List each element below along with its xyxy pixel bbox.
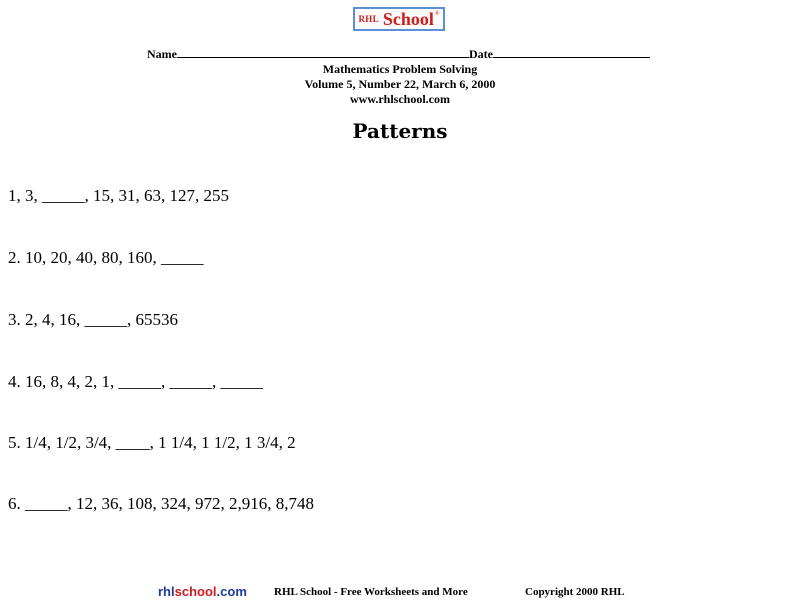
rhl-school-logo <box>353 7 445 31</box>
problem-5: 5. 1/4, 1/2, 3/4, ____, 1 1/4, 1 1/2, 1 3/4, 2 <box>8 433 296 452</box>
website-heading: www.rhlschool.com <box>350 92 450 106</box>
brand-rhl: rhl <box>158 584 175 599</box>
date-blank <box>493 46 650 58</box>
problem-6: 6. _____, 12, 36, 108, 324, 972, 2,916, 8,748 <box>8 494 314 513</box>
footer-copyright: Copyright 2000 RHL <box>525 586 625 598</box>
logo-rhl-text: RHL <box>358 14 379 24</box>
page-title: Patterns <box>352 119 448 143</box>
subject-heading: Mathematics Problem Solving <box>322 62 478 76</box>
name-date-line <box>147 46 667 61</box>
problem-4: 4. 16, 8, 4, 2, 1, _____, _____, _____ <box>8 372 263 391</box>
name-blank <box>177 46 469 58</box>
logo-school-text: School <box>382 9 434 29</box>
date-label: Date <box>469 47 493 61</box>
issue-heading: Volume 5, Number 22, March 6, 2000 <box>304 77 496 91</box>
logo-trademark: ® <box>434 11 440 17</box>
problem-1: 1, 3, _____, 15, 31, 63, 127, 255 <box>8 186 229 205</box>
problem-2: 2. 10, 20, 40, 80, 160, _____ <box>8 248 204 267</box>
name-label: Name <box>147 47 177 61</box>
brand-school: school <box>174 584 217 599</box>
problem-3: 3. 2, 4, 16, _____, 65536 <box>8 310 178 329</box>
brand-com: .com <box>216 584 247 599</box>
footer <box>0 584 800 600</box>
footer-brand-logo <box>158 584 247 600</box>
footer-tagline: RHL School - Free Worksheets and More <box>274 586 468 598</box>
